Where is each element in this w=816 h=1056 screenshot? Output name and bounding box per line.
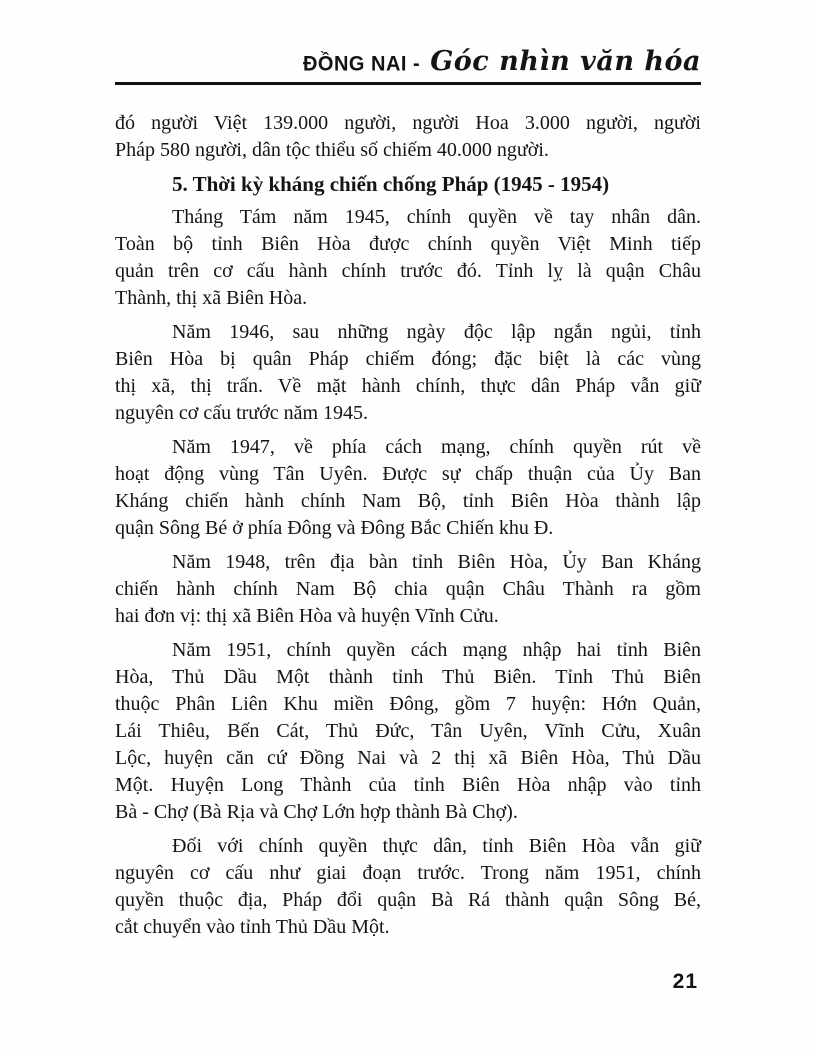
text-line: Năm 1946, sau những ngày độc lập ngắn ngủi, tỉnh xyxy=(172,321,701,343)
paragraph xyxy=(115,833,701,941)
text-line: thị xã, thị trấn. Về mặt hành chính, thực dân Pháp vẫn giữ xyxy=(115,375,701,397)
text-line: Năm 1947, về phía cách mạng, chính quyền rút về xyxy=(172,436,701,458)
text-line: nguyên cơ cấu trước năm 1945. xyxy=(115,402,369,424)
text-line: Biên Hòa bị quân Pháp chiếm đóng; đặc biệt là các vùng xyxy=(115,348,701,370)
paragraph xyxy=(115,434,701,542)
paragraph xyxy=(115,204,701,312)
section-heading: 5. Thời kỳ kháng chiến chống Pháp (1945 - 1954) xyxy=(172,172,610,196)
text-line: Đối với chính quyền thực dân, tỉnh Biên Hòa vẫn giữ xyxy=(172,835,701,857)
text-line: Hòa, Thủ Dầu Một thành tỉnh Thủ Biên. Tỉnh Thủ Biên xyxy=(115,666,701,688)
paragraph xyxy=(115,637,701,826)
text-line: quản trên cơ cấu hành chính trước đó. Tỉnh lỵ là quận Châu xyxy=(115,260,701,282)
text-line: Năm 1951, chính quyền cách mạng nhập hai tỉnh Biên xyxy=(172,639,701,661)
text-line: Năm 1948, trên địa bàn tỉnh Biên Hòa, Ủy Ban Kháng xyxy=(172,551,701,573)
header-series-title: ĐỒNG NAI - xyxy=(302,52,421,76)
text-line: Lái Thiêu, Bến Cát, Thủ Đức, Tân Uyên, Vĩnh Cửu, Xuân xyxy=(115,720,701,742)
text-line: Kháng chiến hành chính Nam Bộ, tỉnh Biên Hòa thành lập xyxy=(115,490,701,512)
text-line: đó người Việt 139.000 người, người Hoa 3.000 người, người xyxy=(115,112,701,134)
text-line: Một. Huyện Long Thành của tỉnh Biên Hòa nhập vào tỉnh xyxy=(115,774,701,796)
text-line: quận Sông Bé ở phía Đông và Đông Bắc Chiến khu Đ. xyxy=(115,517,554,539)
text-line: Lộc, huyện căn cứ Đồng Nai và 2 thị xã Biên Hòa, Thủ Dầu xyxy=(115,747,701,769)
text-line: Bà - Chợ (Bà Rịa và Chợ Lớn hợp thành Bà Chợ). xyxy=(115,801,518,823)
text-line: hoạt động vùng Tân Uyên. Được sự chấp thuận của Ủy Ban xyxy=(115,463,701,485)
page-body xyxy=(115,110,701,948)
text-line: Tháng Tám năm 1945, chính quyền về tay nhân dân. xyxy=(172,206,701,228)
text-line: Toàn bộ tỉnh Biên Hòa được chính quyền Việt Minh tiếp xyxy=(115,233,701,255)
text-line: Pháp 580 người, dân tộc thiểu số chiếm 40.000 người. xyxy=(115,139,549,161)
paragraph xyxy=(115,549,701,630)
text-line: cắt chuyển vào tỉnh Thủ Dầu Một. xyxy=(115,916,390,938)
text-line: chiến hành chính Nam Bộ chia quận Châu Thành ra gồm xyxy=(115,578,701,600)
text-line: nguyên cơ cấu như giai đoạn trước. Trong năm 1951, chính xyxy=(115,862,701,884)
paragraph-continuation xyxy=(115,110,701,164)
text-line: hai đơn vị: thị xã Biên Hòa và huyện Vĩnh Cửu. xyxy=(115,605,499,627)
text-line: thuộc Phân Liên Khu miền Đông, gồm 7 huyện: Hớn Quản, xyxy=(115,693,701,715)
paragraph xyxy=(115,319,701,427)
running-header xyxy=(115,46,701,85)
text-line: quyền thuộc địa, Pháp đổi quận Bà Rá thành quận Sông Bé, xyxy=(115,889,701,911)
text-line: Thành, thị xã Biên Hòa. xyxy=(115,287,308,309)
page-number: 21 xyxy=(672,970,698,993)
header-book-title: Góc nhìn văn hóa xyxy=(430,46,701,77)
